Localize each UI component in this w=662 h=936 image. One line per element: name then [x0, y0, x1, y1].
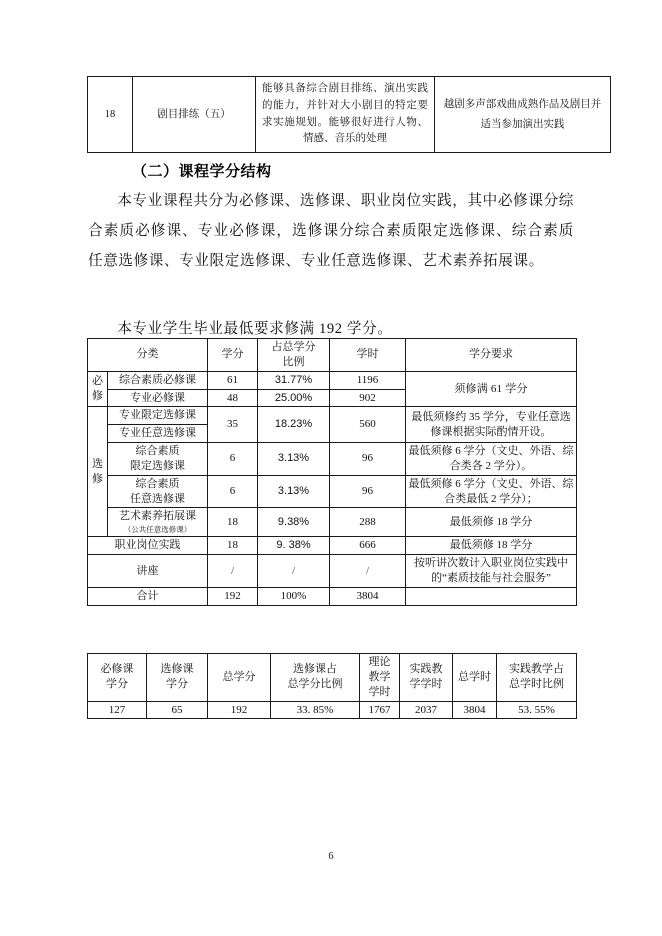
- table-row-total: [88, 587, 577, 605]
- category-line1: 综合素质: [135, 445, 180, 458]
- hours-cell: 96: [330, 443, 406, 476]
- summary-header-total-credits: 总学分: [208, 654, 271, 702]
- hours-cell: 288: [330, 508, 406, 537]
- section-paragraph-1: 本专业课程共分为必修课、选修课、职业岗位实践，其中必修课分综合素质必修课、专业必修课，选修课分综合素质限定选修课、综合素质任意选修课、专业限定选修课、专业任意选修课、艺术素养拓展课。: [88, 193, 574, 269]
- header-percent-line1: 占总学分: [271, 341, 316, 353]
- summary-header-practice-hours: [400, 654, 453, 702]
- category-line2: 任意选修课: [130, 492, 185, 505]
- credits-cell: /: [208, 555, 258, 588]
- credit-structure-table: [87, 338, 577, 606]
- hours-cell: 1196: [330, 371, 406, 389]
- line1: 选修课占: [293, 663, 337, 676]
- hours-cell: 96: [330, 475, 406, 508]
- line1: 实践教: [409, 663, 443, 676]
- category-cell: 综合素质必修课: [108, 371, 208, 389]
- requirement-cell: 最低须修 18 学分: [406, 537, 577, 555]
- summary-header-required-credits: [88, 654, 147, 702]
- category-line1: 综合素质: [135, 477, 180, 490]
- header-percent: [258, 339, 330, 372]
- hours-cell: 902: [330, 389, 406, 407]
- summary-value-total-credits: 192: [208, 701, 271, 719]
- credits-cell: 18: [208, 537, 258, 555]
- summary-value-total-hours: 3804: [453, 701, 497, 719]
- table-row: [88, 371, 577, 389]
- summary-value-elective-percent: 33. 85%: [271, 701, 360, 719]
- category-cell: 讲座: [88, 555, 208, 588]
- category-cell: [108, 475, 208, 508]
- line2: 总学分比例: [287, 678, 343, 691]
- line1: 理论: [368, 656, 391, 668]
- percent-cell: 9.38%: [258, 508, 330, 537]
- line1: 实践教学占: [509, 663, 564, 676]
- category-cell: [108, 443, 208, 476]
- summary-header-row: [88, 654, 577, 702]
- percent-cell: 25.00%: [258, 389, 330, 407]
- group-label-elective: 选修: [88, 407, 108, 537]
- percent-cell: 3.13%: [258, 443, 330, 476]
- header-credits: 学分: [208, 339, 258, 372]
- total-requirement-cell: [406, 587, 577, 605]
- line1: 选修课: [160, 663, 194, 676]
- hours-cell: 560: [330, 407, 406, 443]
- category-label: 艺术素养拓展课: [119, 510, 196, 523]
- requirement-cell: 须修满 61 学分: [406, 371, 577, 407]
- header-category: 分类: [88, 339, 208, 372]
- line2: 总学时比例: [509, 678, 564, 691]
- line2: 教学: [368, 670, 391, 683]
- table-row: [88, 537, 577, 555]
- header-hours: 学时: [330, 339, 406, 372]
- table-row: [88, 77, 611, 153]
- page-number: 6: [328, 851, 334, 862]
- section-heading: （二）课程学分结构: [132, 164, 272, 180]
- credits-cell: 48: [208, 389, 258, 407]
- course-name-cell: 剧目排练（五）: [133, 77, 256, 153]
- line2: 学分: [106, 678, 128, 691]
- table-header-row: [88, 339, 577, 372]
- summary-header-elective-credits: [147, 654, 208, 702]
- summary-value-practice-percent: 53. 55%: [497, 701, 577, 719]
- table-row: [88, 443, 577, 476]
- line2: 学分: [166, 678, 188, 691]
- course-requirement-cell: 越剧多声部戏曲成熟作品及剧目并适当参加演出实践: [435, 77, 611, 153]
- table-row: [88, 475, 577, 508]
- category-cell: 专业任意选修课: [108, 425, 208, 443]
- credits-cell: 35: [208, 407, 258, 443]
- percent-cell: 9. 38%: [258, 537, 330, 555]
- category-cell: 职业岗位实践: [88, 537, 208, 555]
- group-label-required: 必修: [88, 371, 108, 407]
- summary-header-practice-percent: [497, 654, 577, 702]
- total-hours-cell: 3804: [330, 587, 406, 605]
- table-row: [88, 508, 577, 537]
- percent-cell: 18.23%: [258, 407, 330, 443]
- course-detail-table: [87, 76, 611, 153]
- requirement-cell: 最低须修 18 学分: [406, 508, 577, 537]
- course-index-cell: 18: [88, 77, 133, 153]
- category-cell: 专业必修课: [108, 389, 208, 407]
- summary-value-practice-hours: 2037: [400, 701, 453, 719]
- category-cell: [108, 508, 208, 537]
- credits-cell: 61: [208, 371, 258, 389]
- section-paragraph-2: 本专业学生毕业最低要求修满 192 学分。: [117, 321, 393, 337]
- category-line2: 限定选修课: [130, 459, 185, 472]
- summary-header-elective-percent: [271, 654, 360, 702]
- header-percent-line2: 比例: [282, 355, 305, 368]
- requirement-cell: 最低须修 6 学分（文史、外语、综合类各 2 学分）。: [406, 443, 577, 476]
- course-description-cell: 能够具备综合剧目排练、演出实践的能力，并针对大小剧目的特定要求实施规划。能够很好进行人物、情感、音乐的处理: [256, 77, 435, 153]
- category-sublabel: （公共任意选修课）: [123, 525, 192, 535]
- total-percent-cell: 100%: [258, 587, 330, 605]
- requirement-cell: 最低须修 6 学分（文史、外语、综合类最低 2 学分）；: [406, 475, 577, 508]
- summary-header-theory-hours: [360, 654, 400, 702]
- percent-cell: /: [258, 555, 330, 588]
- credits-cell: 18: [208, 508, 258, 537]
- summary-value-theory-hours: 1767: [360, 701, 400, 719]
- table-row: [88, 555, 577, 588]
- total-credits-cell: 192: [208, 587, 258, 605]
- summary-value-elective-credits: 65: [147, 701, 208, 719]
- percent-cell: 31.77%: [258, 371, 330, 389]
- percent-cell: 3.13%: [258, 475, 330, 508]
- header-requirement: 学分要求: [406, 339, 577, 372]
- line2: 学学时: [409, 678, 443, 691]
- hours-cell: 666: [330, 537, 406, 555]
- credits-cell: 6: [208, 475, 258, 508]
- table-row: [88, 407, 577, 425]
- summary-header-total-hours: 总学时: [453, 654, 497, 702]
- hours-cell: /: [330, 555, 406, 588]
- summary-value-required-credits: 127: [88, 701, 147, 719]
- requirement-cell: 按听讲次数计入职业岗位实践中的“素质技能与社会服务”: [406, 555, 577, 588]
- summary-value-row: [88, 701, 577, 719]
- credit-summary-table: [87, 653, 577, 719]
- line1: 必修课: [100, 663, 134, 676]
- credits-cell: 6: [208, 443, 258, 476]
- category-cell: 专业限定选修课: [108, 407, 208, 425]
- line3: 学时: [368, 685, 391, 698]
- requirement-cell: 最低须修约 35 学分，专业任意选修课根据实际酌情开设。: [406, 407, 577, 443]
- total-label-cell: 合计: [88, 587, 208, 605]
